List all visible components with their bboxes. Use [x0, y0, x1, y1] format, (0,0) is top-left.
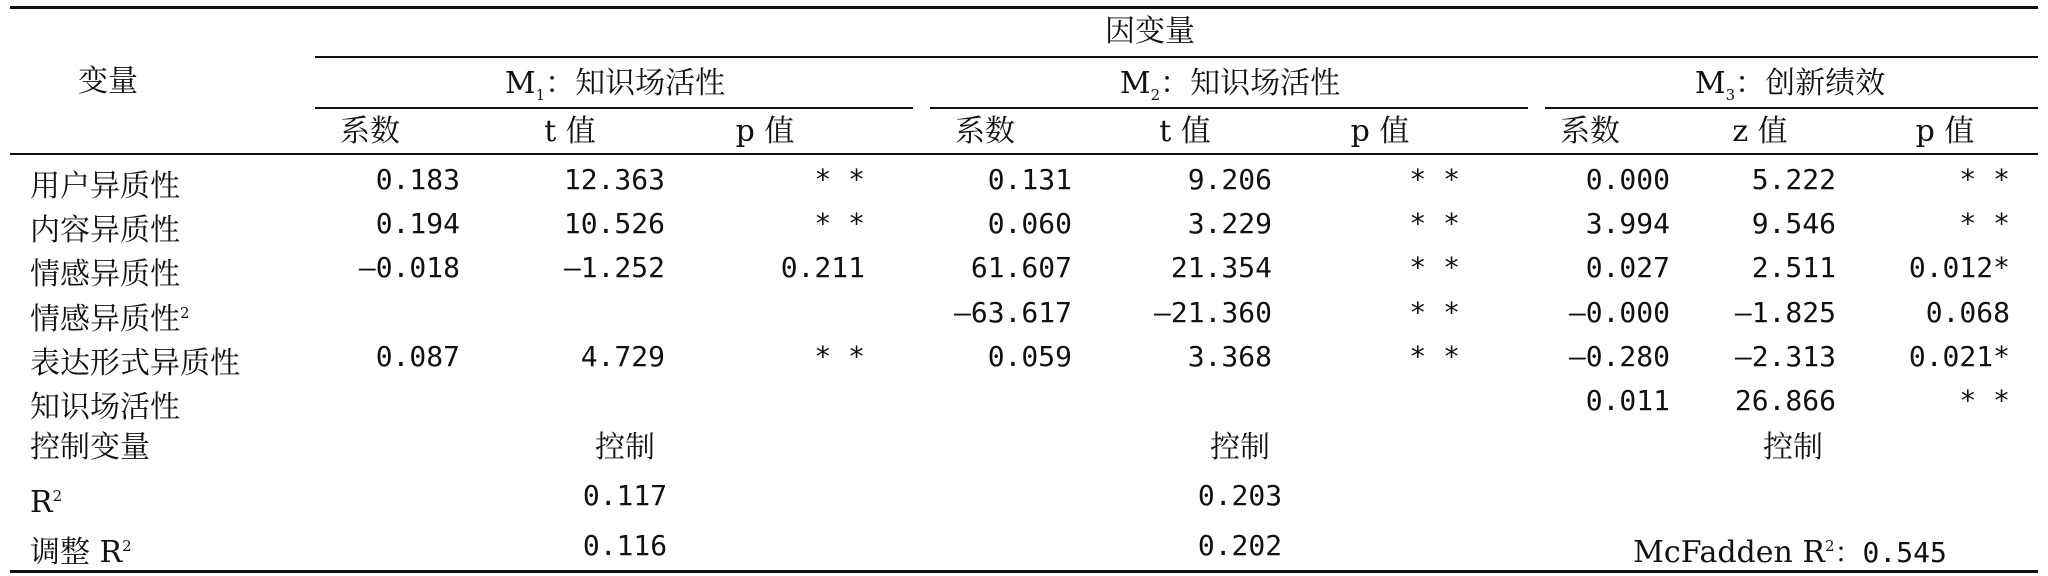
control-m1: 控制: [595, 430, 655, 465]
model-1-title: $M_1$：知识场活性: [504, 66, 726, 104]
control-m2: 控制: [1210, 430, 1270, 465]
adj-r2-label: 调整 $R^2$: [30, 535, 132, 570]
table-cell: 0.012*: [1908, 251, 2010, 284]
row-label: 内容异质性: [30, 213, 180, 248]
table-cell: * *: [1409, 340, 1460, 373]
col-head: 系数: [340, 114, 400, 149]
table-cell: 0.021*: [1908, 340, 2010, 373]
col-head: t 值: [1159, 114, 1211, 149]
table-cell: * *: [1409, 296, 1460, 329]
table-cell: * *: [1409, 207, 1460, 240]
control-m3: 控制: [1763, 430, 1823, 465]
r2-label: $R^2$: [30, 485, 63, 520]
table-cell: 0.087: [375, 340, 460, 373]
table-cell: —0.280: [1568, 340, 1670, 373]
row-label: 情感异质性: [30, 257, 180, 292]
table-cell: 0.027: [1585, 251, 1670, 284]
table-cell: * *: [1409, 163, 1460, 196]
model-3-title: $M_3$：创新绩效: [1694, 66, 1886, 104]
table-cell: —21.360: [1153, 296, 1272, 329]
r2-m1: 0.117: [582, 479, 668, 512]
table-cell: * *: [814, 340, 865, 373]
table-cell: 5.222: [1751, 163, 1836, 196]
group-rule-dependent: [315, 56, 2038, 58]
table-cell: 0.131: [987, 163, 1072, 196]
table-cell: 0.068: [1925, 296, 2010, 329]
table-cell: 12.363: [563, 163, 665, 196]
col-head: t 值: [544, 114, 596, 149]
table-cell: —1.825: [1734, 296, 1836, 329]
control-label: 控制变量: [30, 430, 150, 465]
table-cell: 0.183: [375, 163, 460, 196]
table-cell: —2.313: [1734, 340, 1836, 373]
table-cell: 0.000: [1585, 163, 1670, 196]
table-cell: 3.368: [1187, 340, 1272, 373]
table-cell: 21.354: [1170, 251, 1272, 284]
col-head: p 值: [735, 114, 795, 149]
table-cell: 0.060: [987, 207, 1072, 240]
table-cell: 9.546: [1751, 207, 1836, 240]
col-head: p 值: [1350, 114, 1410, 149]
table-cell: * *: [1959, 163, 2010, 196]
col-head: 系数: [1560, 114, 1620, 149]
table-cell: —0.000: [1568, 296, 1670, 329]
table-cell: 0.011: [1585, 384, 1670, 417]
table-cell: 0.211: [780, 251, 865, 284]
table-cell: 26.866: [1734, 384, 1836, 417]
col-head: 系数: [955, 114, 1015, 149]
table-cell: * *: [814, 207, 865, 240]
adj-r2-m1: 0.116: [582, 529, 668, 562]
table-cell: 3.994: [1585, 207, 1670, 240]
adj-r2-m2: 0.202: [1197, 529, 1283, 562]
row-label: 知识场活性: [30, 390, 180, 425]
header-dependent: 因变量: [1105, 14, 1195, 49]
table-cell: —0.018: [358, 251, 460, 284]
table-cell: 0.194: [375, 207, 460, 240]
table-cell: 3.229: [1187, 207, 1272, 240]
table-cell: 10.526: [563, 207, 665, 240]
row-label: 用户异质性: [30, 169, 180, 204]
table-cell: * *: [814, 163, 865, 196]
top-rule: [10, 6, 2038, 9]
r2-m2: 0.203: [1197, 479, 1283, 512]
header-variable: 变量: [78, 64, 138, 99]
col-head: p 值: [1915, 114, 1975, 149]
mcfadden-r2: McFadden $R^2$：0.545: [1633, 535, 1947, 570]
table-cell: * *: [1959, 207, 2010, 240]
table-cell: 61.607: [970, 251, 1072, 284]
table-cell: * *: [1959, 384, 2010, 417]
col-head: z 值: [1732, 114, 1788, 149]
table-cell: 0.059: [987, 340, 1072, 373]
row-label: 情感异质性$^2$: [30, 302, 190, 337]
table-cell: —1.252: [563, 251, 665, 284]
table-cell: —63.617: [953, 296, 1072, 329]
model-2-title: $M_2$：知识场活性: [1119, 66, 1341, 104]
table-cell: 9.206: [1187, 163, 1272, 196]
table-cell: 2.511: [1751, 251, 1836, 284]
header-bottom-rule: [10, 153, 2038, 155]
table-cell: 4.729: [580, 340, 665, 373]
row-label: 表达形式异质性: [30, 346, 240, 381]
table-cell: * *: [1409, 251, 1460, 284]
